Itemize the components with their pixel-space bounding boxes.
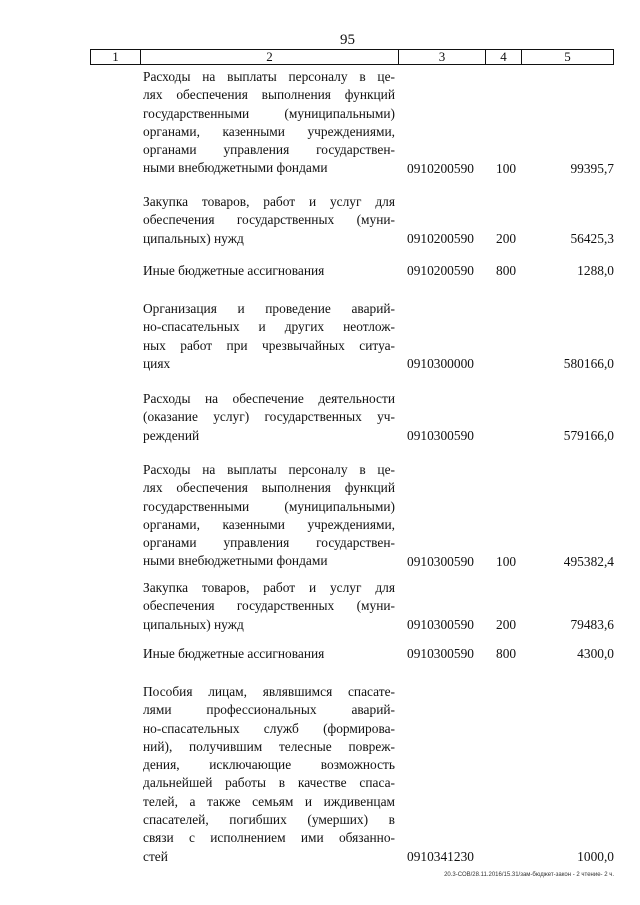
table-header <box>90 49 614 65</box>
description-line: ципальных) нужд <box>143 230 244 246</box>
document-footer: 20.3-СОВ/28.11.2016/15.31/зам-бюджет-закон - 2 чтение- 2 ч. <box>444 872 614 878</box>
description-line: органами, казенными учреждениями, <box>143 516 395 532</box>
description-line: государственными (муниципальными) <box>143 498 395 514</box>
row-amount: 99395,7 <box>570 160 614 176</box>
row-amount: 579166,0 <box>563 427 614 443</box>
row-expense-type: 200 <box>496 230 517 246</box>
row-description <box>143 645 395 663</box>
description-line: ний), получившим телесные повреж- <box>143 738 395 754</box>
description-line: но-спасательных служб (формирова- <box>143 720 395 736</box>
description-line: ными внебюджетными фондами <box>143 553 328 569</box>
header-col-2: 2 <box>141 50 399 64</box>
header-col-3: 3 <box>399 50 486 64</box>
description-line: Иные бюджетные ассигнования <box>143 263 325 278</box>
description-line: Закупка товаров, работ и услуг для <box>143 194 395 209</box>
row-description <box>143 193 395 248</box>
description-line: лями профессиональных аварий- <box>143 702 395 718</box>
row-description <box>143 262 395 280</box>
description-line: реждений <box>143 427 200 443</box>
row-code: 0910300000 <box>407 355 474 371</box>
description-line: спасателей, погибших (умерших) в <box>143 812 395 828</box>
description-line: обеспечения государственных (муни- <box>143 598 395 614</box>
description-line: обеспечения государственных (муни- <box>143 212 395 228</box>
row-code: 0910341230 <box>407 848 474 864</box>
description-line: связи с исполнением ими обязанно- <box>143 830 395 846</box>
row-description <box>143 68 395 178</box>
description-line: Организация и проведение аварий- <box>143 301 395 316</box>
row-description <box>143 683 395 866</box>
description-line: лях обеспечения выполнения функций <box>143 480 395 496</box>
row-description <box>143 390 395 445</box>
description-line: но-спасательных и других неотлож- <box>143 319 395 335</box>
page-number: 95 <box>340 32 355 48</box>
row-amount: 4300,0 <box>577 646 614 661</box>
row-description <box>143 461 395 571</box>
row-code: 0910200590 <box>407 160 474 176</box>
description-line: органами, казенными учреждениями, <box>143 123 395 139</box>
row-description <box>143 579 395 634</box>
description-line: циях <box>143 355 171 371</box>
row-code: 0910300590 <box>407 427 474 443</box>
description-line: стей <box>143 848 168 864</box>
description-line: лях обеспечения выполнения функций <box>143 87 395 103</box>
row-amount: 56425,3 <box>570 230 614 246</box>
row-code: 0910300590 <box>407 646 474 661</box>
row-amount: 1000,0 <box>577 848 614 864</box>
description-line: Расходы на выплаты персоналу в це- <box>143 462 395 477</box>
row-code: 0910200590 <box>407 263 474 278</box>
row-description <box>143 300 395 373</box>
description-line: (оказание услуг) государственных уч- <box>143 409 395 425</box>
row-amount: 79483,6 <box>570 616 614 632</box>
description-line: телей, а также семьям и иждивенцам <box>143 793 395 809</box>
description-line: Иные бюджетные ассигнования <box>143 646 325 661</box>
header-col-1: 1 <box>91 50 141 64</box>
row-code: 0910300590 <box>407 553 474 569</box>
row-expense-type: 800 <box>496 646 517 661</box>
row-expense-type: 100 <box>496 160 517 176</box>
header-col-5: 5 <box>564 49 571 64</box>
row-expense-type: 100 <box>496 553 517 569</box>
description-line: Пособия лицам, являвшимся спасате- <box>143 684 395 699</box>
description-line: Расходы на выплаты персоналу в це- <box>143 69 395 84</box>
header-col-4: 4 <box>486 50 522 64</box>
row-amount: 1288,0 <box>577 263 614 278</box>
description-line: органами управления государствен- <box>143 535 395 551</box>
description-line: ными внебюджетными фондами <box>143 160 328 176</box>
description-line: дальнейшей работы в качестве спаса- <box>143 775 395 791</box>
row-code: 0910200590 <box>407 230 474 246</box>
row-expense-type: 200 <box>496 616 517 632</box>
description-line: Расходы на обеспечение деятельности <box>143 391 395 406</box>
description-line: государственными (муниципальными) <box>143 105 395 121</box>
description-line: дения, исключающие возможность <box>143 757 395 773</box>
description-line: ных работ при чрезвычайных ситуа- <box>143 337 395 353</box>
description-line: органами управления государствен- <box>143 142 395 158</box>
row-expense-type: 800 <box>496 263 517 278</box>
row-amount: 580166,0 <box>563 355 614 371</box>
row-code: 0910300590 <box>407 616 474 632</box>
description-line: Закупка товаров, работ и услуг для <box>143 580 395 595</box>
description-line: ципальных) нужд <box>143 616 244 632</box>
row-amount: 495382,4 <box>563 553 614 569</box>
